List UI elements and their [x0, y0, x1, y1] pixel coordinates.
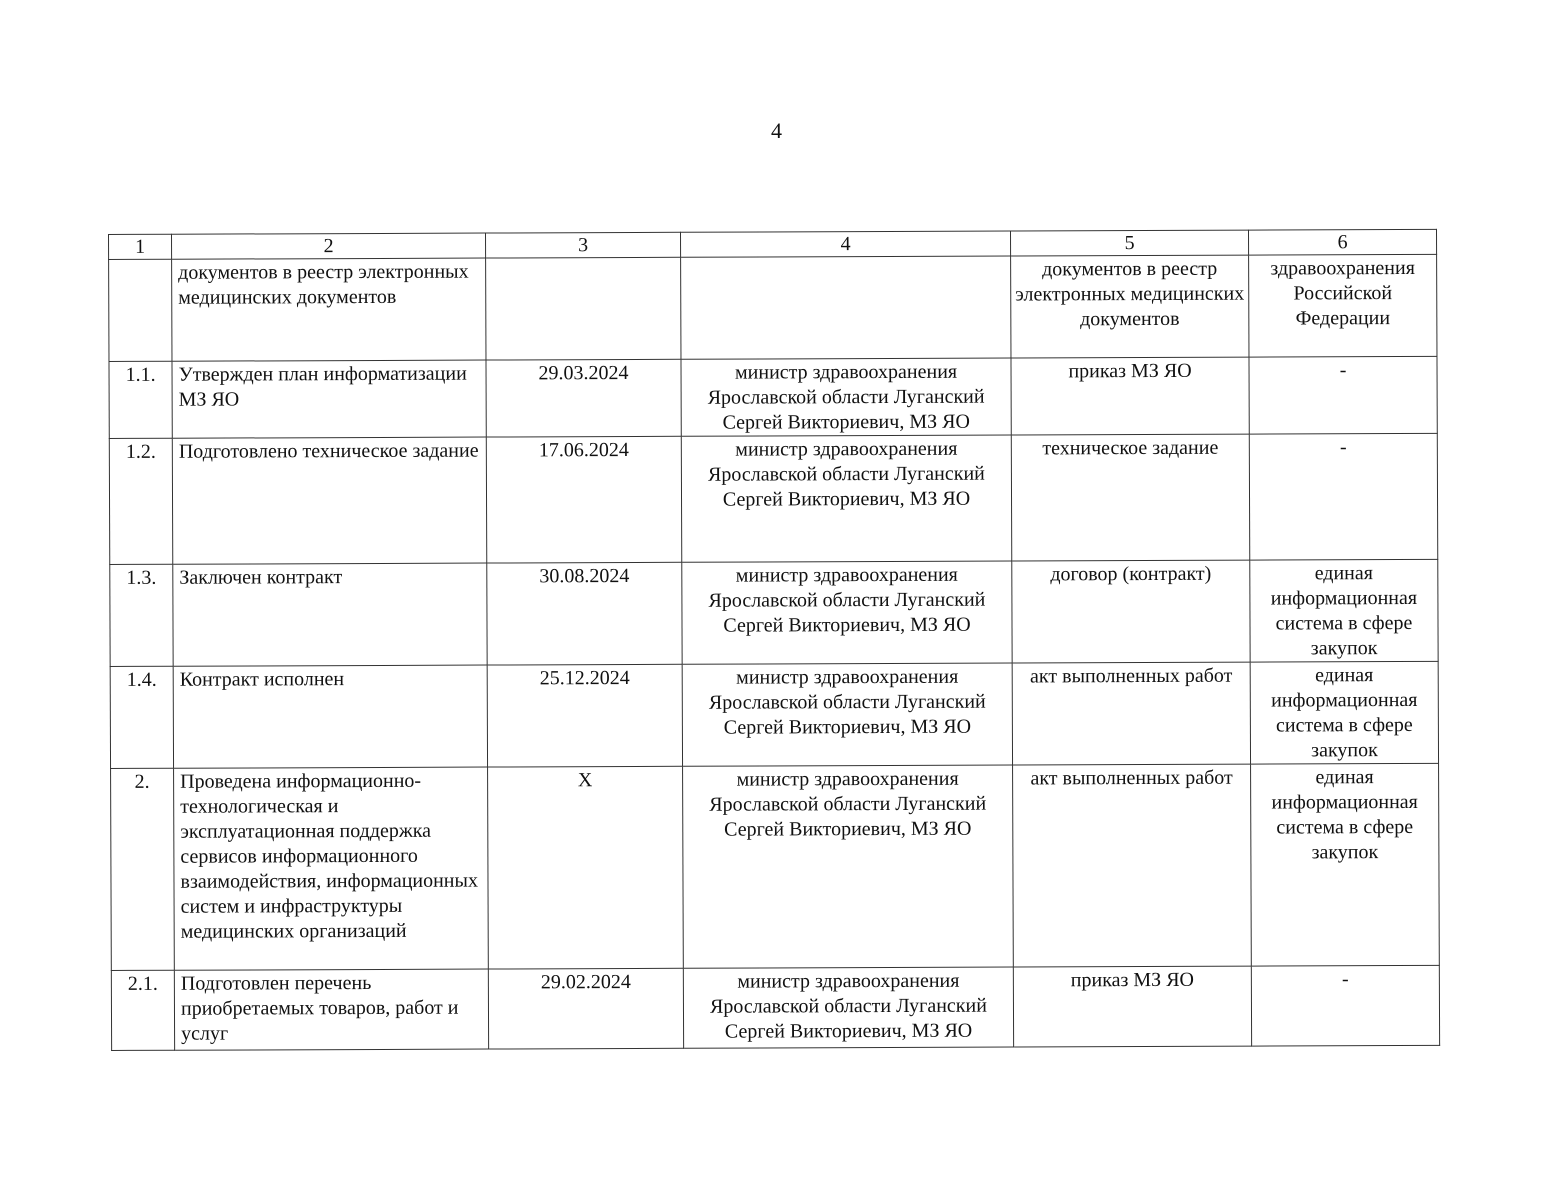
table-row — [111, 965, 1439, 1050]
column-header: 1 — [109, 234, 172, 259]
responsible-cell: министр здравоохранения Ярославской области Луганский Сергей Викториевич, МЗ ЯО — [681, 435, 1011, 562]
table-row — [110, 661, 1438, 768]
document-cell: приказ МЗ ЯО — [1011, 357, 1249, 435]
row-number: 2.1. — [111, 970, 174, 1050]
system-cell: здравоохранения Российской Федерации — [1249, 254, 1437, 357]
responsible-cell: министр здравоохранения Ярославской области Луганский Сергей Викториевич, МЗ ЯО — [682, 663, 1012, 766]
event-cell: Контракт исполнен — [173, 665, 487, 768]
column-header: 5 — [1010, 230, 1248, 256]
responsible-cell — [681, 256, 1011, 359]
document-cell: договор (контракт) — [1012, 560, 1250, 663]
responsible-cell: министр здравоохранения Ярославской области Луганский Сергей Викториевич, МЗ ЯО — [683, 967, 1013, 1048]
date-cell: 29.03.2024 — [486, 359, 681, 437]
event-cell: Утвержден план информатизации МЗ ЯО — [172, 360, 486, 438]
date-cell — [486, 257, 681, 360]
date-cell: 25.12.2024 — [487, 664, 682, 767]
page-number: 4 — [771, 118, 782, 143]
date-cell: 17.06.2024 — [486, 436, 681, 563]
document-cell: приказ МЗ ЯО — [1013, 966, 1251, 1047]
responsible-cell: министр здравоохранения Ярославской области Луганский Сергей Викториевич, МЗ ЯО — [681, 358, 1011, 436]
event-cell: Подготовлено техническое задание — [172, 437, 486, 564]
date-cell: X — [488, 766, 684, 969]
system-cell: - — [1251, 965, 1439, 1046]
table-row — [109, 254, 1437, 361]
plan-table — [108, 229, 1440, 1051]
column-header: 3 — [485, 232, 680, 258]
document-cell: техническое задание — [1011, 434, 1249, 561]
row-number: 2. — [111, 768, 175, 970]
row-number — [109, 259, 172, 361]
date-cell: 29.02.2024 — [488, 968, 683, 1049]
column-header: 2 — [172, 233, 486, 259]
row-number: 1.3. — [110, 564, 173, 666]
row-number: 1.1. — [109, 361, 172, 438]
document-cell: документов в реестр электронных медицинских документов — [1011, 255, 1249, 358]
system-cell: - — [1249, 356, 1437, 434]
event-cell: документов в реестр электронных медицинских документов — [172, 258, 486, 361]
responsible-cell: министр здравоохранения Ярославской области Луганский Сергей Викториевич, МЗ ЯО — [683, 765, 1014, 968]
table-row — [110, 559, 1438, 666]
table-row — [109, 356, 1437, 438]
system-cell: единая информационная система в сфере закупок — [1250, 559, 1438, 662]
document-cell: акт выполненных работ — [1012, 662, 1250, 765]
document-cell: акт выполненных работ — [1013, 764, 1252, 967]
responsible-cell: министр здравоохранения Ярославской области Луганский Сергей Викториевич, МЗ ЯО — [682, 561, 1012, 664]
event-cell: Проведена информационно-технологическая и эксплуатационная поддержка сервисов информационного взаимодействия, информационных систем и инфраструктуры медицинских организаций — [174, 767, 489, 970]
table-row — [111, 763, 1440, 970]
table-row — [109, 433, 1437, 564]
column-header: 4 — [680, 231, 1010, 257]
event-cell: Подготовлен перечень приобретаемых товаров, работ и услуг — [174, 969, 488, 1050]
row-number: 1.4. — [110, 666, 173, 768]
system-cell: - — [1249, 433, 1437, 560]
system-cell: единая информационная система в сфере закупок — [1251, 763, 1440, 966]
system-cell: единая информационная система в сфере закупок — [1250, 661, 1438, 764]
event-cell: Заключен контракт — [173, 563, 487, 666]
column-header: 6 — [1248, 229, 1436, 255]
date-cell: 30.08.2024 — [487, 562, 682, 665]
row-number: 1.2. — [109, 438, 172, 564]
